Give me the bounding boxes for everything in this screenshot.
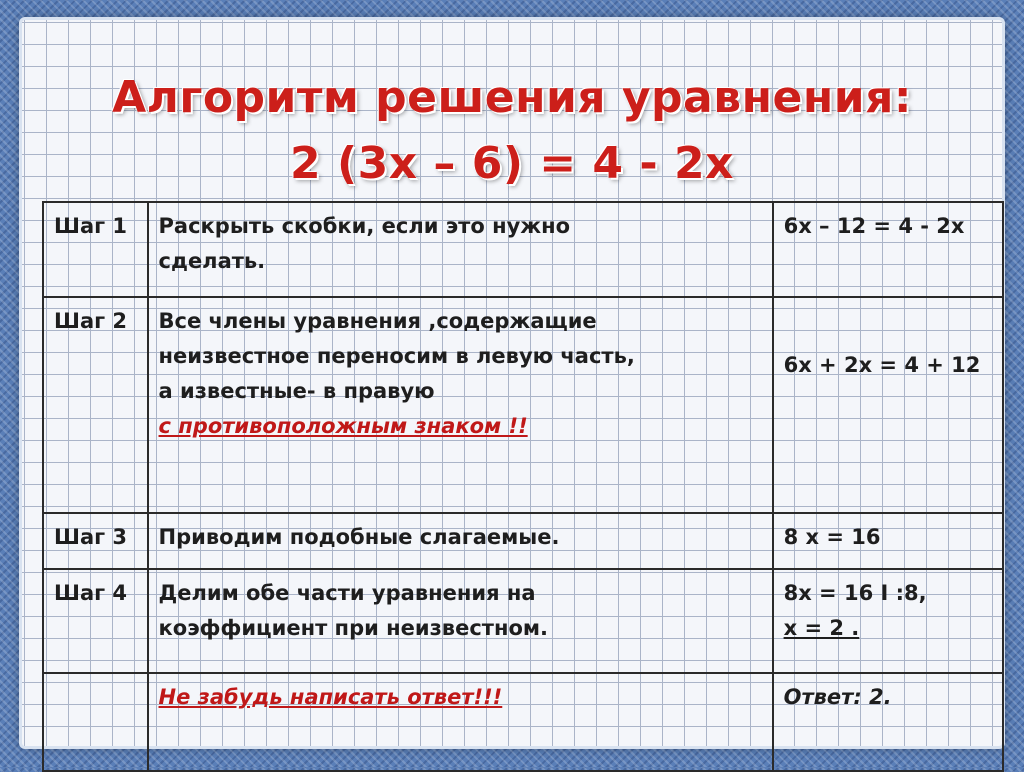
description-line: сделать. — [158, 249, 266, 273]
description-line: неизвестное переносим в левую часть, — [158, 344, 635, 368]
result-line: 6х – 12 = 4 - 2х — [783, 214, 965, 238]
slide-title-equation: 2 (3х – 6) = 4 - 2х — [290, 138, 734, 189]
step-description — [148, 513, 773, 569]
slide-title-line1: Алгоритм решения уравнения: — [112, 72, 912, 123]
table-row-answer — [43, 673, 1003, 771]
description-line: коэффициент при неизвестном. — [158, 616, 549, 640]
step-label: Шаг 3 — [43, 513, 148, 569]
step-description — [148, 297, 773, 513]
result-line: х = 2 . — [783, 616, 860, 640]
step-description — [148, 673, 773, 771]
result-line: 8х = 16 I :8, — [783, 581, 927, 605]
step-description — [148, 202, 773, 297]
step-result — [773, 569, 1003, 673]
step-result — [773, 297, 1003, 513]
step-result — [773, 202, 1003, 297]
step-label — [43, 673, 148, 771]
emphasis-text: Не забудь написать ответ!!! — [158, 685, 503, 709]
result-line: 6х + 2х = 4 + 12 — [783, 353, 981, 377]
step-label: Шаг 2 — [43, 297, 148, 513]
algorithm-table — [42, 201, 1004, 772]
description-line: Приводим подобные слагаемые. — [158, 525, 560, 549]
step-description — [148, 569, 773, 673]
table-row-step-4 — [43, 569, 1003, 673]
description-line: а известные- в правую — [158, 379, 435, 403]
answer-text: Ответ: 2. — [783, 685, 892, 709]
result-line: 8 х = 16 — [783, 525, 881, 549]
step-result — [773, 513, 1003, 569]
emphasis-text: с противоположным знаком !! — [158, 414, 528, 438]
table-row-step-1 — [43, 202, 1003, 297]
description-line: Раскрыть скобки, если это нужно — [158, 214, 571, 238]
step-result — [773, 673, 1003, 771]
step-label: Шаг 4 — [43, 569, 148, 673]
table-row-step-3 — [43, 513, 1003, 569]
step-label: Шаг 1 — [43, 202, 148, 297]
description-line: Делим обе части уравнения на — [158, 581, 536, 605]
description-line: Все члены уравнения ,содержащие — [158, 309, 597, 333]
table-row-step-2 — [43, 297, 1003, 513]
